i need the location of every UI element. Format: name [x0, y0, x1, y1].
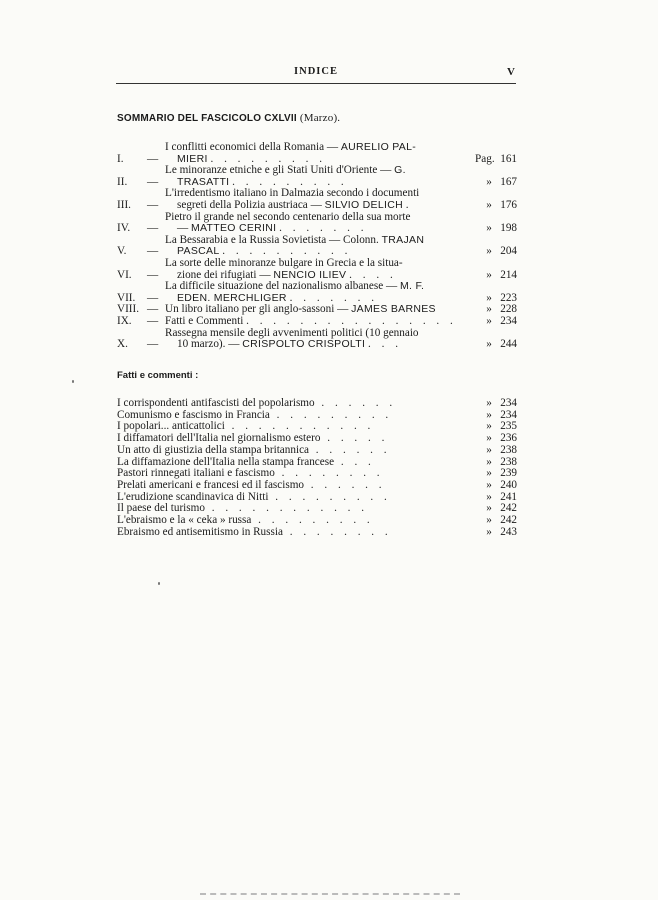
ditto-mark: »	[486, 502, 492, 515]
entry-page	[465, 246, 517, 258]
leader-dots: . . . . . . . . . .	[222, 245, 352, 258]
leader-dots: . . . . . . .	[289, 291, 378, 304]
list-item	[117, 480, 517, 492]
page-label: »	[486, 338, 492, 351]
list-item	[117, 515, 517, 527]
entry-title-line: La Bessarabia e la Russia Sovietista — Colonn.	[165, 233, 382, 246]
entry-title-line: Pietro il grande nel secondo centenario della sua morte	[165, 210, 411, 223]
header-page-number: V	[507, 66, 516, 78]
leader-dots: . . . .	[349, 268, 397, 281]
item-title-text: Comunismo e fascismo in Francia	[117, 409, 270, 421]
header-title: INDICE	[294, 66, 338, 77]
leader-dots: . . .	[334, 456, 375, 468]
entry-page	[465, 316, 517, 328]
ditto-mark: »	[486, 397, 492, 409]
entry-title	[165, 165, 465, 188]
entry-author-cont: EDEN. MERCHLIGER	[177, 291, 287, 304]
page-value: 242	[500, 514, 517, 527]
list-item	[117, 468, 517, 480]
list-item	[117, 445, 517, 457]
page-value: 204	[500, 245, 517, 258]
page-value: 176	[500, 198, 517, 211]
entry-title	[165, 328, 465, 351]
entry-title-line2	[165, 339, 465, 351]
summary-entry	[117, 281, 517, 304]
entry-title	[165, 188, 465, 211]
item-title-text: I diffamatori dell'Italia nel giornalismo estero	[117, 433, 321, 445]
entry-title	[165, 212, 465, 235]
item-title	[117, 515, 465, 527]
leader-dots: . . . . . . . . . . .	[224, 421, 375, 433]
item-title	[117, 445, 465, 457]
entry-number: IX.	[117, 314, 132, 327]
leader-dots: . . . . . . . .	[282, 526, 392, 538]
list-item	[117, 503, 517, 515]
item-title-text: I corrispondenti antifascisti del popolarismo	[117, 398, 315, 409]
entry-title-line: La difficile situazione del nazionalismo albanese —	[165, 280, 400, 293]
item-title-text: L'ebraismo e la « ceka » russa	[117, 515, 252, 527]
item-title	[117, 433, 465, 445]
item-title-text: Il paese del turismo	[117, 503, 205, 515]
entry-dash: —	[147, 314, 159, 327]
item-title	[117, 398, 465, 410]
entry-page	[465, 200, 517, 212]
entry-title-cont: 10 marzo). —	[177, 338, 243, 351]
item-title	[117, 503, 465, 515]
page-label: »	[486, 198, 492, 211]
page-value: 198	[500, 222, 517, 235]
entry-number: VII.	[117, 291, 136, 304]
entry-title	[165, 142, 465, 165]
item-title-text: Ebraismo ed antisemitismo in Russia	[117, 526, 283, 538]
list-item	[117, 492, 517, 504]
entry-title	[165, 281, 465, 304]
entry-author-cont: MIERI	[177, 152, 208, 165]
entry-page	[465, 270, 517, 282]
page-value: 242	[500, 502, 517, 515]
summary-entry	[117, 258, 517, 281]
page-value: 234	[500, 408, 517, 421]
item-title	[117, 480, 465, 492]
entry-number: III.	[117, 198, 131, 211]
leader-dots: . . . . . . . . . . . . . . . .	[246, 314, 457, 327]
entry-dash: —	[147, 245, 159, 258]
item-title	[117, 410, 465, 422]
entry-author: AURELIO PAL-	[340, 141, 417, 153]
leader-dots: . . . . . . . . . . . .	[204, 503, 369, 515]
entry-number: IV.	[117, 222, 131, 235]
summary-entry	[117, 235, 517, 258]
entry-author: NENCIO ILIEV	[273, 268, 347, 281]
entry-number: I.	[117, 152, 124, 165]
summary-heading-text: SOMMARIO DEL FASCICOLO CXLVII	[117, 113, 297, 124]
leader-dots: . . . . . . . . .	[269, 409, 393, 421]
page-label: »	[486, 314, 492, 327]
leader-dots: . . . . . . . .	[274, 468, 384, 480]
page-label: »	[486, 291, 492, 304]
ditto-mark: »	[486, 514, 492, 527]
page-value: 238	[500, 443, 517, 456]
entry-author: MATTEO CERINI	[190, 222, 277, 235]
entry-number: VI.	[117, 268, 132, 281]
page-value: 241	[500, 490, 517, 503]
ditto-mark: »	[486, 467, 492, 480]
entry-title-line: L'irredentismo italiano in Dalmazia secondo i documenti	[165, 187, 420, 200]
entry-author-cont: PASCAL	[177, 245, 220, 258]
page-value: 234	[500, 397, 517, 409]
page-label: »	[486, 303, 492, 316]
leader-dots: . . . . . . . . .	[210, 152, 327, 165]
item-page	[465, 527, 517, 539]
page-value: 214	[500, 268, 517, 281]
ditto-mark: »	[486, 432, 492, 445]
ditto-mark: »	[486, 525, 492, 538]
summary-entry	[117, 328, 517, 351]
header-rule	[116, 83, 516, 84]
entry-number: II.	[117, 175, 128, 188]
leader-dots: . . . . .	[320, 433, 389, 445]
item-title-text: Un atto di giustizia della stampa britannica	[117, 444, 309, 456]
leader-dots: . . . . . .	[304, 479, 386, 491]
ditto-mark: »	[486, 408, 492, 421]
page-value: 244	[500, 338, 517, 351]
page-value: 243	[500, 525, 517, 538]
scan-edge-artifact	[200, 893, 460, 897]
leader-dots: . . .	[368, 338, 403, 351]
page-value: 228	[500, 303, 517, 316]
summary-heading-month: (Marzo).	[299, 112, 341, 124]
page-value: 223	[500, 291, 517, 304]
entry-title	[165, 235, 465, 258]
entry-dash: —	[147, 198, 159, 211]
entry-title-cont: segreti della Polizia austriaca —	[177, 198, 325, 211]
ditto-mark: »	[486, 478, 492, 491]
scan-speck	[72, 380, 74, 383]
page-value: 167	[500, 175, 517, 188]
entry-title-line: Le minoranze etniche e gli Stati Uniti d'Oriente —	[165, 164, 395, 177]
entry-page	[465, 154, 517, 166]
leader-dots: .	[405, 198, 413, 211]
entry-title-cont: zione dei rifugiati —	[177, 268, 274, 281]
entry-title-line: Fatti e Commenti	[165, 314, 244, 327]
entry-dash: —	[147, 152, 159, 165]
entry-dash: —	[147, 268, 159, 281]
item-title	[117, 457, 465, 469]
item-title-text: L'erudizione scandinavica di Nitti	[117, 491, 269, 503]
entry-author: TRAJAN	[381, 233, 425, 246]
list-item	[117, 421, 517, 433]
entry-title-line: I conflitti economici della Romania —	[165, 141, 341, 153]
item-title-text: La diffamazione dell'Italia nella stampa francese	[117, 456, 335, 468]
item-title-text: I popolari... anticattolici	[117, 421, 225, 433]
entry-title	[165, 258, 465, 281]
page-value: 239	[500, 467, 517, 480]
leader-dots: . . . . . . .	[279, 222, 368, 235]
scan-speck	[158, 582, 160, 585]
entry-page	[465, 339, 517, 351]
entry-author: M. F.	[399, 280, 425, 293]
ditto-mark: »	[486, 443, 492, 456]
page-value: 235	[500, 420, 517, 433]
entry-title-line: La sorte delle minoranze bulgare in Grecia e la situa-	[165, 256, 403, 269]
entry-author: CRISPOLTO CRISPOLTI	[242, 338, 366, 351]
entry-dash: —	[147, 222, 159, 235]
ditto-mark: »	[486, 490, 492, 503]
list-item	[117, 398, 517, 410]
page-label: »	[486, 268, 492, 281]
item-title-text: Prelati americani e francesi ed il fascismo	[117, 479, 304, 491]
page-label: Pag.	[475, 152, 495, 165]
summary-list	[117, 142, 517, 351]
fatti-list	[117, 398, 517, 538]
summary-entry	[117, 142, 517, 165]
item-title	[117, 492, 465, 504]
list-item	[117, 433, 517, 445]
entry-author: G.	[394, 164, 406, 177]
entry-dash: —	[147, 175, 159, 188]
entry-author: JAMES BARNES	[351, 303, 436, 316]
entry-title-line: Un libro italiano per gli anglo-sassoni —	[165, 303, 352, 316]
summary-entry	[117, 188, 517, 211]
entry-title-line: Rassegna mensile degli avvenimenti politici (10 gennaio	[165, 326, 419, 339]
entry-number: X.	[117, 338, 128, 351]
leader-dots: . . . . . . . . .	[232, 175, 348, 188]
item-title	[117, 468, 465, 480]
page-value: 236	[500, 432, 517, 445]
item-title-text: Pastori rinnegati italiani e fascismo	[117, 468, 275, 480]
entry-page	[465, 223, 517, 235]
entry-author-cont: TRASATTI	[177, 175, 230, 188]
entry-number: V.	[117, 245, 127, 258]
list-item	[117, 410, 517, 422]
summary-entry	[117, 212, 517, 235]
entry-dash: —	[147, 291, 159, 304]
leader-dots: . . . . . . . . .	[268, 491, 391, 503]
entry-dash: —	[147, 338, 159, 351]
page-label: »	[486, 245, 492, 258]
ditto-mark: »	[486, 455, 492, 468]
page-value: 161	[500, 152, 517, 165]
entry-number: VIII.	[117, 303, 140, 316]
entry-title-cont: —	[177, 222, 191, 235]
leader-dots: . . . . . .	[314, 398, 397, 409]
ditto-mark: »	[486, 420, 492, 433]
list-item	[117, 457, 517, 469]
page-value: 234	[500, 314, 517, 327]
entry-author: SILVIO DELICH	[324, 198, 403, 211]
item-title	[117, 527, 465, 539]
summary-heading	[117, 112, 340, 124]
page-value: 238	[500, 455, 517, 468]
list-item	[117, 527, 517, 539]
entry-dash: —	[147, 303, 159, 316]
entry-page	[465, 177, 517, 189]
page-value: 240	[500, 478, 517, 491]
leader-dots: . . . . . . . . .	[251, 515, 374, 527]
item-title	[117, 421, 465, 433]
summary-entry	[117, 165, 517, 188]
leader-dots: . . . . . .	[309, 444, 391, 456]
fatti-heading: Fatti e commenti :	[117, 370, 199, 381]
page-label: »	[486, 222, 492, 235]
page-label: »	[486, 175, 492, 188]
